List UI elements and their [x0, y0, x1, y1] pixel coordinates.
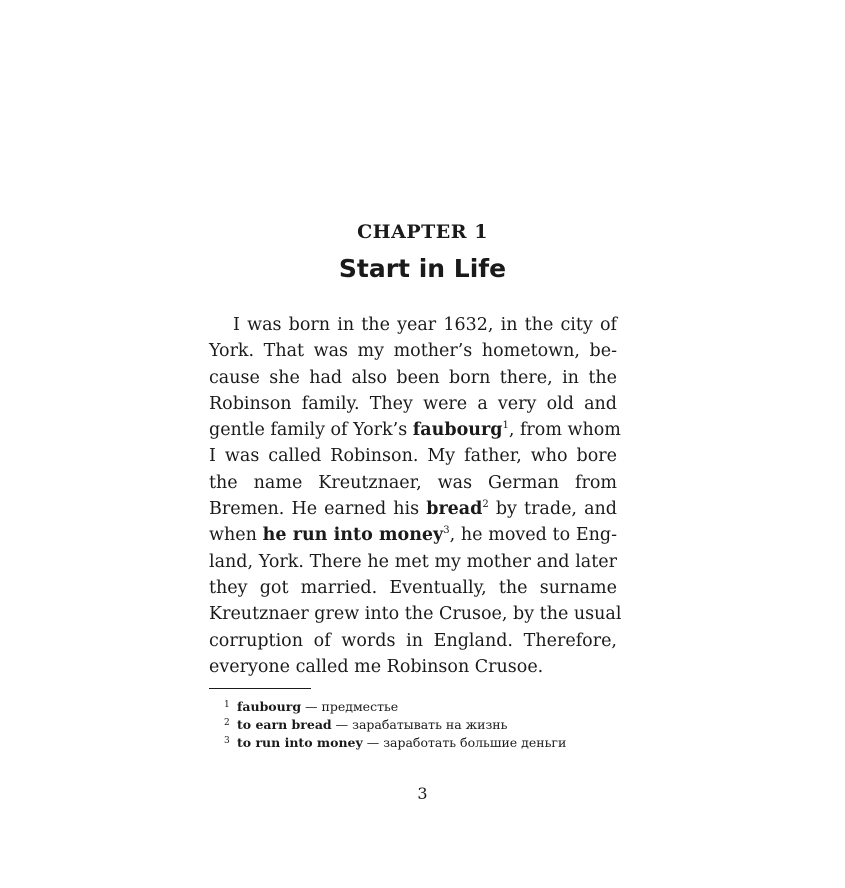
text-line: Kreutznaer grew into the Crusoe, by the usual [209, 604, 622, 625]
footnote-term: faubourg [237, 699, 302, 714]
text-line: everyone called me Robinson Crusoe. [209, 656, 544, 677]
text-line: when he run into money$^3$, he moved to Eng- [209, 525, 617, 546]
page-number: 3 [417, 784, 428, 803]
footnote-number: 1 [224, 700, 230, 710]
footnote: 3 to run into money — заработать большие деньги [224, 732, 566, 750]
text-line: Robinson family. They were a very old and [209, 393, 617, 414]
footnote: 1 faubourg — предместье [224, 696, 566, 714]
text-line: cause she had also been born there, in the [209, 367, 617, 388]
footnote-divider [209, 688, 311, 689]
text-line: I was born in the year 1632, in the city of [233, 315, 617, 335]
body-text [209, 312, 622, 680]
footnote-term: to run into money [237, 735, 363, 750]
text-line: York. That was my mother’s hometown, be- [209, 341, 617, 362]
footnotes [224, 696, 566, 750]
footnote-translation: зарабатывать на жизнь [352, 717, 508, 732]
text-line: the name Kreutznaer, was German from [209, 472, 617, 493]
text-line: gentle family of York’s faubourg$^1$, from whom [209, 420, 621, 441]
footnote-number: 3 [224, 736, 230, 746]
footnote-ref: 3 [443, 525, 450, 537]
footnote-translation: предместье [321, 699, 399, 714]
chapter-title: Start in Life [338, 254, 507, 283]
text-line: I was called Robinson. My father, who bore [209, 446, 617, 467]
glossary-term: faubourg [412, 420, 503, 441]
footnote-ref: 2 [482, 499, 489, 511]
footnote: 2 to earn bread — зарабатывать на жизнь [224, 714, 566, 732]
text-line: land, York. There he met my mother and later [209, 551, 617, 572]
footnote-ref: 1 [502, 420, 509, 432]
glossary-term: he run into money [262, 525, 444, 546]
chapter-label: CHAPTER 1 [357, 221, 488, 243]
glossary-term: bread [426, 499, 483, 520]
footnote-number: 2 [224, 718, 230, 728]
text-line: Bremen. He earned his bread$^2$ by trade, and [209, 499, 617, 520]
footnote-translation: заработать большие деньги [383, 735, 567, 750]
footnote-term: to earn bread [237, 717, 332, 732]
text-line: they got married. Eventually, the surname [209, 577, 617, 598]
text-line: corruption of words in England. Therefore, [209, 630, 617, 651]
